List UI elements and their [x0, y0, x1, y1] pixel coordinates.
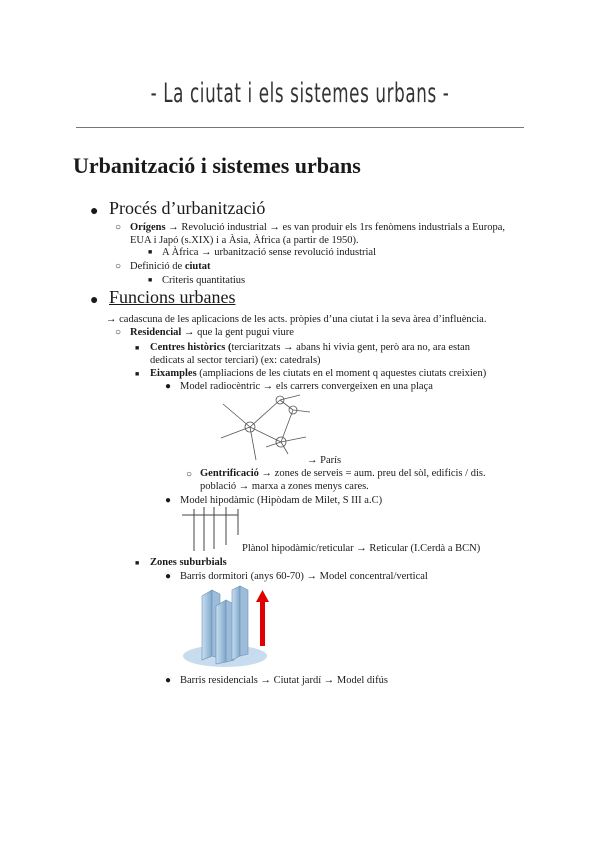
bullet-icon: ● — [165, 381, 172, 392]
africa-line: A Àfrica → urbanització sense revolució industrial — [162, 247, 377, 258]
eixamples-text: (ampliacions de les ciutats en el moment q aquestes ciutats creixien) — [196, 368, 487, 379]
square-bullet-icon: ■ — [148, 248, 153, 256]
square-bullet-icon: ■ — [135, 559, 140, 567]
definicio-line — [130, 260, 210, 273]
suburbials-line — [150, 556, 227, 569]
suburbials-label: Zones suburbials — [150, 557, 227, 568]
radiocentric-line: Model radiocèntric → els carrers convergeixen en una plaça — [180, 381, 433, 392]
gentrificacio-line-2: població → marxa a zones menys cares. — [200, 481, 369, 492]
square-bullet-icon: ■ — [148, 276, 153, 284]
eixamples-label: Eixamples — [150, 368, 197, 379]
residencial-text: → que la gent pugui viure — [181, 327, 294, 338]
radiocentric-diagram — [218, 392, 318, 462]
circle-bullet-icon: ○ — [115, 327, 122, 338]
eixamples-line — [150, 367, 486, 380]
residencials-line: Barris residencials → Ciutat jardí → Model difús — [180, 675, 388, 686]
centres-line-2: dedicats al sector terciari) (ex: catedrals) — [150, 355, 321, 366]
bullet-icon: ● — [90, 204, 99, 219]
centres-label: Centres històrics ( — [150, 342, 232, 353]
ciutat-label: ciutat — [184, 261, 211, 272]
bullet-icon: ● — [165, 571, 172, 582]
centres-line — [150, 341, 470, 354]
vertical-buildings-illustration — [180, 578, 280, 670]
section-title-funcions — [109, 287, 235, 308]
origens-line-2: EUA i Japó (s.XIX) i a Àsia, Àfrica (a partir de 1950). — [130, 235, 359, 246]
paris-label: → París — [307, 455, 342, 466]
section-title-urbanitzacio: Procés d’urbanització — [109, 198, 266, 218]
residencial-line — [130, 326, 294, 339]
reticular-diagram — [180, 505, 242, 553]
residencial-label: Residencial — [130, 327, 182, 338]
circle-bullet-icon: ○ — [115, 261, 122, 272]
bullet-icon: ● — [165, 495, 172, 506]
main-heading: Urbanització i sistemes urbans — [73, 153, 361, 178]
gentrificacio-text: → zones de serveis = aum. preu del sòl, edificis / dis. — [258, 468, 486, 479]
origens-text: → Revolució industrial → es van produir els 1rs fenòmens industrials a Europa, — [165, 222, 506, 233]
origens-label: Orígens — [130, 222, 166, 233]
gentrificacio-line — [200, 467, 486, 480]
centres-text: terciaritzats → abans hi vivia gent, però ara no, ara estan — [231, 342, 470, 353]
square-bullet-icon: ■ — [135, 344, 140, 352]
gentrificacio-label: Gentrificació — [200, 468, 259, 479]
funcions-title-text: Funcions urbanes — [109, 287, 236, 307]
definicio-text: Definició de — [130, 261, 185, 272]
origens-line — [130, 221, 505, 234]
circle-bullet-icon: ○ — [115, 222, 122, 233]
circle-bullet-icon: ○ — [186, 469, 193, 480]
criteris-line: Criteris quantitatius — [162, 275, 246, 286]
dormitori-line: Barris dormitori (anys 60-70) → Model concentral/vertical — [180, 571, 428, 582]
bullet-icon: ● — [90, 293, 99, 308]
funcions-intro: → cadascuna de les aplicacions de les acts. pròpies d’una ciutat i la seva àrea d’influència. — [106, 314, 487, 325]
hipodamic-line: Model hipodàmic (Hipòdam de Milet, S III a.C) — [180, 495, 383, 506]
title-divider — [76, 127, 524, 128]
planol-line: Plànol hipodàmic/reticular → Reticular (I.Cerdà a BCN) — [242, 543, 481, 554]
bullet-icon: ● — [165, 675, 172, 686]
square-bullet-icon: ■ — [135, 370, 140, 378]
page-title: - La ciutat i els sistemes urbans - — [150, 78, 450, 109]
